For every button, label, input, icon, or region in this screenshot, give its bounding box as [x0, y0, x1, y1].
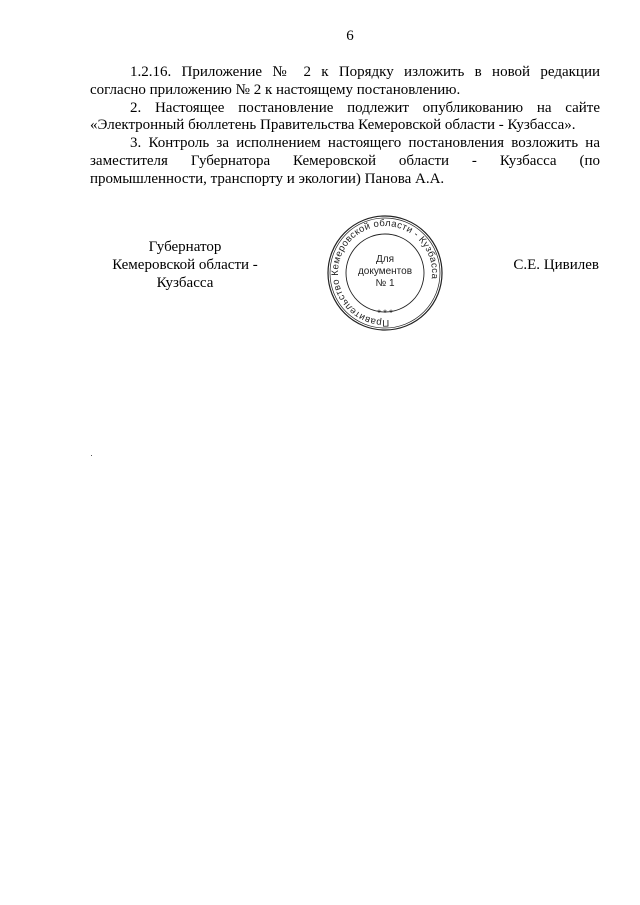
signatory-name: С.Е. Цивилев — [513, 257, 599, 273]
official-stamp — [325, 213, 445, 338]
document-body — [90, 64, 600, 189]
paragraph-3-rest: промышленности, транспорту и экологии) Панова А.А. — [90, 170, 445, 187]
signatory-title — [90, 238, 280, 292]
paragraph-2-rest: «Электронный бюллетень Правительства Кемеровской области - Кузбасса». — [90, 117, 576, 134]
stamp-seal-icon — [325, 213, 445, 333]
stamp-center-line-1: Для — [375, 254, 395, 265]
page-number: 6 — [346, 28, 354, 44]
stamp-center-line-3: № 1 — [375, 278, 395, 289]
paragraph-1-line-1: 1.2.16. Приложение № 2 к Порядку изложить в новой редакции — [130, 64, 600, 80]
paragraph-3-line-2: заместителя Губернатора Кемеровской области - Кузбасса (по — [90, 152, 600, 169]
paragraph-1-rest: согласно приложению № 2 к настоящему постановлению. — [90, 81, 461, 98]
stamp-center-line-2: документов — [357, 266, 413, 277]
paragraph-2-line-1: 2. Настоящее постановление подлежит опубликованию на сайте — [130, 99, 600, 116]
stamp-stars: * * * — [377, 308, 393, 318]
paragraph-3-line-1: 3. Контроль за исполнением настоящего постановления возложить на — [130, 135, 600, 152]
signatory-title-line-2: Кемеровской области - Кузбасса — [112, 257, 258, 291]
stray-dot — [91, 455, 92, 456]
stamp-ring-text: Правительство Кемеровской области - Кузбасса — [329, 217, 441, 329]
signatory-title-line-1: Губернатор — [148, 239, 222, 255]
